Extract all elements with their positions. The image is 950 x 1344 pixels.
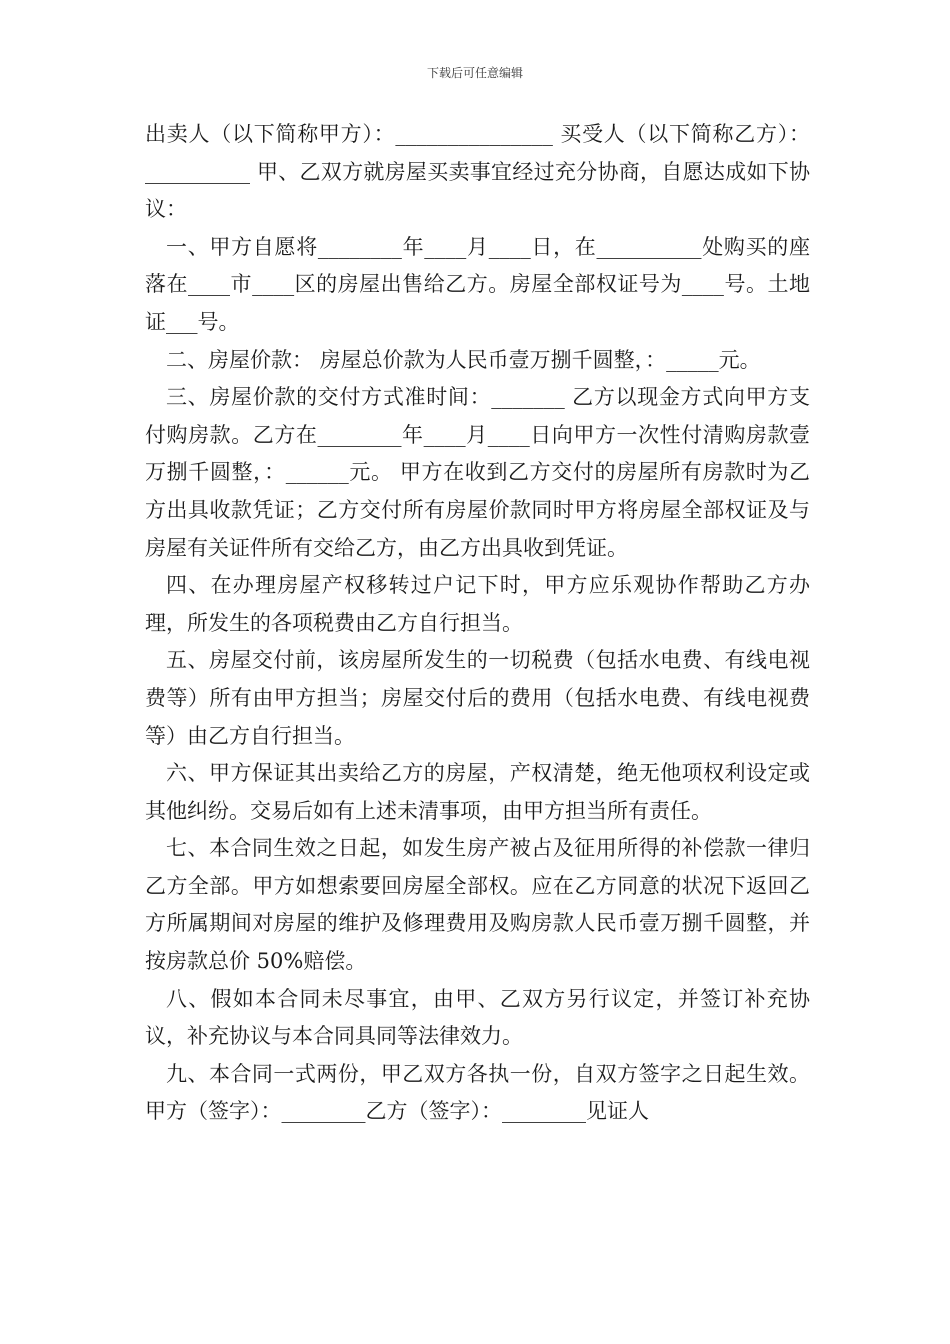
clause-9: 九、本合同一式两份，甲乙双方各执一份，自双方签字之日起生效。 甲方（签字）：________乙方（签字）：________见证人 bbox=[145, 1061, 810, 1124]
clause-6: 六、甲方保证其出卖给乙方的房屋，产权清楚，绝无他项权利设定或其他纠纷。交易后如有上述未清事项，由甲方担当所有责任。 bbox=[145, 761, 810, 823]
clause-1: 一、甲方自愿将________年____月____日，在__________处购买的座落在____市____区的房屋出售给乙方。房屋全部权证号为____号。土地证___号。 bbox=[145, 234, 810, 334]
clause-2: 二、房屋价款： 房屋总价款为人民币壹万捌千圆整，：_____元。 bbox=[166, 347, 761, 372]
contract-body bbox=[145, 116, 810, 1131]
page-header: 下载后可任意编辑 bbox=[426, 66, 523, 80]
clause-8: 八、假如本合同未尽事宜，由甲、乙双方另行议定，并签订补充协议，补充协议与本合同具同等法律效力。 bbox=[145, 986, 810, 1049]
clause-5: 五、房屋交付前，该房屋所发生的一切税费（包括水电费、有线电视费等）所有由甲方担当；房屋交付后的费用（包括水电费、有线电视费等）由乙方自行担当。 bbox=[145, 648, 810, 748]
clause-3: 三、房屋价款的交付方式准时间：_______ 乙方以现金方式向甲方支付购房款。乙方在________年____月____日向甲方一次性付清购房款壹万捌千圆整，：______元。 甲方在收到乙方交付的房屋所有房款时为乙方出具收款凭证；乙方交付所有房屋价款同时甲方将房屋全部权证及与房屋有关证件所有交给乙方，由乙方出具收到凭证。 bbox=[145, 385, 810, 560]
parties-paragraph: 出卖人（以下简称甲方）：_______________ 买受人（以下简称乙方）：__________ 甲、乙双方就房屋买卖事宜经过充分协商，自愿达成如下协议： bbox=[145, 122, 810, 222]
clause-7: 七、本合同生效之日起，如发生房产被占及征用所得的补偿款一律归乙方全部。甲方如想索要回房屋全部权。应在乙方同意的状况下返回乙方所属期间对房屋的维护及修理费用及购房款人民币壹万捌千圆整，并按房款总价 50%赔偿。 bbox=[145, 836, 810, 974]
clause-4: 四、在办理房屋产权移转过户记下时，甲方应乐观协作帮助乙方办理，所发生的各项税费由乙方自行担当。 bbox=[145, 573, 810, 635]
